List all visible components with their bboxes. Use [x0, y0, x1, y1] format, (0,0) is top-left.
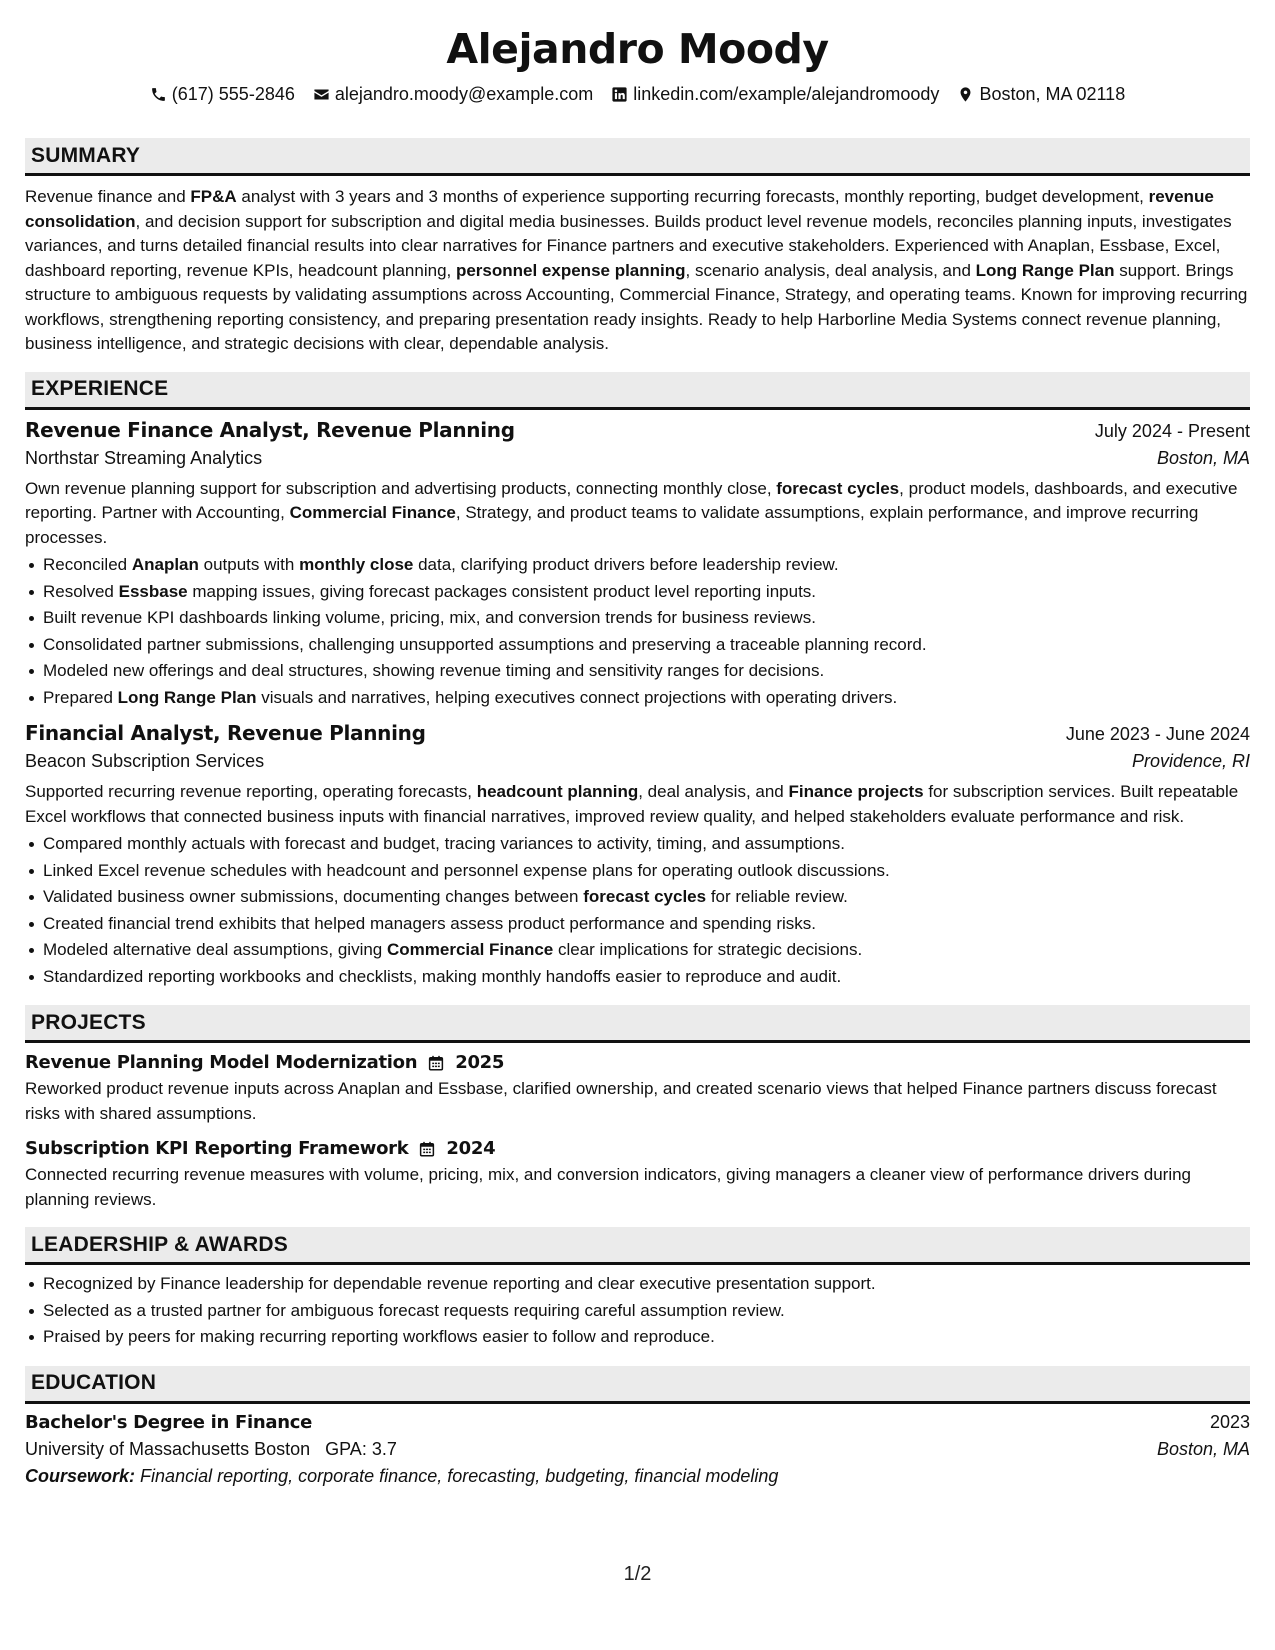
page-number: 1/2	[623, 1563, 652, 1585]
text-run: , product models, dashboards, and executive reporting. Partner with Accounting,	[25, 478, 1238, 522]
text-run: Created financial trend exhibits that helped managers assess product performance and spending risks.	[43, 913, 816, 933]
job-entry	[25, 721, 1250, 990]
linkedin-icon	[611, 86, 628, 103]
text-run: Modeled new offerings and deal structures, showing revenue timing and sensitivity ranges for decisions.	[43, 661, 825, 680]
project-entry	[25, 1052, 1250, 1126]
envelope-icon	[313, 86, 330, 103]
contact-linkedin[interactable]	[611, 83, 939, 105]
list-item	[25, 884, 1250, 911]
school-location: Boston, MA	[1156, 1438, 1250, 1459]
text-run: visuals and narratives, helping executives connect projections with operating drivers.	[256, 687, 898, 707]
contact-location	[957, 83, 1125, 105]
list-item	[25, 658, 1250, 685]
job-title: Revenue Finance Analyst, Revenue Planning	[25, 417, 515, 442]
text-run: , scenario analysis, deal analysis, and	[685, 260, 976, 280]
text-run: , Strategy, and product teams to validate assumptions, explain performance, and improve recurring processes.	[25, 503, 1199, 547]
bold-term: headcount planning	[476, 782, 639, 801]
job-subheader	[25, 448, 1250, 469]
text-run: outputs with	[198, 555, 300, 574]
bold-term: personnel expense planning	[455, 260, 686, 280]
list-item	[25, 937, 1250, 964]
coursework-label: Coursework:	[25, 1465, 136, 1486]
list-item: Recognized by Finance leadership for dependable revenue reporting and clear executive presentation support.	[25, 1271, 1250, 1298]
contact-phone	[150, 83, 295, 105]
list-item: Selected as a trusted partner for ambiguous forecast requests requiring careful assumption review.	[25, 1298, 1250, 1325]
job-bullets	[25, 552, 1250, 711]
education-subheader	[25, 1439, 1250, 1460]
bold-term: Anaplan	[131, 555, 199, 574]
location-text: Boston, MA 02118	[979, 84, 1126, 104]
job-company: Northstar Streaming Analytics	[25, 447, 263, 468]
school-gpa	[25, 1439, 397, 1460]
job-header	[25, 721, 1250, 745]
project-title: Subscription KPI Reporting Framework	[25, 1138, 409, 1159]
degree-title: Bachelor's Degree in Finance	[25, 1411, 313, 1433]
text-run: , deal analysis, and	[638, 782, 789, 801]
list-item	[25, 685, 1250, 712]
experience-heading: EXPERIENCE	[25, 372, 1250, 410]
list-item	[25, 964, 1250, 991]
coursework-text: Financial reporting, corporate finance, forecasting, budgeting, financial modeling	[140, 1465, 779, 1486]
contact-bar	[25, 83, 1250, 105]
project-description: Connected recurring revenue measures with volume, pricing, mix, and conversion indicators, giving managers a cleaner view of performance drivers during planning reviews.	[25, 1165, 1192, 1209]
list-item	[25, 831, 1250, 858]
email-link[interactable]: alejandro.moody@example.com	[334, 84, 594, 104]
bold-term: forecast cycles	[776, 478, 900, 498]
text-run: Standardized reporting workbooks and checklists, making monthly handoffs easier to reproduce and audit.	[43, 966, 842, 986]
list-item	[25, 605, 1250, 632]
text-run: clear implications for strategic decisions.	[553, 940, 863, 959]
contact-email[interactable]	[313, 83, 593, 105]
leadership-heading: LEADERSHIP & AWARDS	[25, 1227, 1250, 1265]
bold-term: Commercial Finance	[289, 503, 456, 522]
job-title: Financial Analyst, Revenue Planning	[25, 721, 426, 745]
education-heading: EDUCATION	[25, 1366, 1250, 1404]
bold-term: revenue consolidation	[25, 187, 1214, 231]
list-item	[25, 911, 1250, 938]
project-title: Revenue Planning Model Modernization	[25, 1052, 418, 1073]
calendar-icon	[418, 1140, 436, 1158]
text-run: , and decision support for subscription and digital media businesses. Builds product level revenue models, reconciles planning inputs, investigates variances, and turns detailed financial results into clear narratives for Finance partners and executive stakeholders. Experienced with Anaplan, Essbase, Excel, dashboard reporting, revenue KPIs, headcount planning,	[25, 211, 1232, 280]
text-run: support. Brings structure to ambiguous requests by validating assumptions across Accounting, Commercial Finance, Strategy, and operating teams. Known for improving recurring workflows, strengthening reporting consistency, and preparing presentation ready insights. Ready to help Harborline Media Systems connect revenue planning, business intelligence, and strategic decisions with clear, dependable analysis.	[25, 260, 1248, 353]
list-item: Praised by peers for making recurring reporting workflows easier to follow and reproduce.	[25, 1324, 1250, 1351]
list-item	[25, 632, 1250, 659]
text-run: data, clarifying product drivers before leadership review.	[413, 555, 839, 574]
project-header	[25, 1052, 1250, 1073]
text-run: for reliable review.	[706, 887, 848, 906]
calendar-icon	[427, 1054, 445, 1072]
text-run: Modeled alternative deal assumptions, giving	[43, 940, 387, 959]
job-bullets	[25, 831, 1250, 990]
text-run: analyst with 3 years and 3 months of experience supporting recurring forecasts, monthly reporting, budget development,	[236, 187, 1149, 206]
text-run: Validated business owner submissions, documenting changes between	[43, 887, 584, 906]
job-dates: July 2024 - Present	[1094, 420, 1250, 441]
project-description: Reworked product revenue inputs across Anaplan and Essbase, clarified ownership, and created scenario views that helped Finance partners discuss forecast risks with shared assumptions.	[25, 1079, 1217, 1123]
linkedin-link[interactable]: linkedin.com/example/alejandromoody	[633, 84, 940, 104]
bold-term: Long Range Plan	[975, 260, 1115, 280]
gpa: GPA: 3.7	[325, 1438, 397, 1459]
project-entry	[25, 1138, 1250, 1212]
job-location: Providence, RI	[1131, 751, 1250, 771]
education-entry	[25, 1412, 1250, 1487]
bold-term: monthly close	[299, 555, 414, 574]
leadership-list	[25, 1271, 1250, 1351]
job-company: Beacon Subscription Services	[25, 751, 265, 771]
projects-heading: PROJECTS	[25, 1005, 1250, 1043]
list-item	[25, 552, 1250, 579]
project-year: 2024	[446, 1138, 496, 1159]
bold-term: Essbase	[118, 581, 188, 601]
text-run: Linked Excel revenue schedules with headcount and personnel expense plans for operating outlook discussions.	[43, 860, 890, 880]
job-description	[25, 477, 1250, 551]
job-subheader	[25, 751, 1250, 772]
school-name: University of Massachusetts Boston	[25, 1438, 311, 1459]
candidate-name: Alejandro Moody	[446, 25, 829, 73]
phone-icon	[150, 86, 167, 103]
graduation-year: 2023	[1209, 1411, 1250, 1432]
text-run: Own revenue planning support for subscription and advertising products, connecting monthly close,	[25, 478, 777, 498]
job-header	[25, 418, 1250, 442]
bold-term: Long Range Plan	[117, 687, 257, 707]
summary-text	[25, 185, 1250, 357]
bold-term: forecast cycles	[583, 887, 707, 906]
resume-page	[25, 0, 1250, 1487]
summary-heading: SUMMARY	[25, 138, 1250, 176]
list-item	[25, 858, 1250, 885]
bold-term: Commercial Finance	[386, 940, 554, 959]
text-run: Consolidated partner submissions, challenging unsupported assumptions and preserving a traceable planning record.	[43, 634, 927, 654]
text-run: Supported recurring revenue reporting, operating forecasts,	[25, 782, 477, 801]
job-dates: June 2023 - June 2024	[1065, 724, 1250, 744]
job-entry	[25, 418, 1250, 712]
coursework	[25, 1466, 1250, 1487]
text-run: mapping issues, giving forecast packages consistent product level reporting inputs.	[187, 581, 817, 601]
text-run: Resolved	[43, 581, 119, 601]
text-run: Prepared	[43, 687, 118, 707]
bold-term: FP&A	[190, 187, 237, 206]
project-header	[25, 1138, 1250, 1159]
job-location: Boston, MA	[1156, 447, 1250, 468]
education-header	[25, 1412, 1250, 1433]
job-description	[25, 780, 1250, 829]
list-item	[25, 579, 1250, 606]
bold-term: Finance projects	[788, 782, 924, 801]
text-run: Reconciled	[43, 555, 132, 574]
phone-text: (617) 555-2846	[171, 84, 295, 104]
text-run: Compared monthly actuals with forecast and budget, tracing variances to activity, timing, and assumptions.	[43, 834, 845, 853]
text-run: Built revenue KPI dashboards linking volume, pricing, mix, and conversion trends for business reviews.	[43, 608, 816, 627]
text-run: Revenue finance and	[25, 187, 191, 206]
map-pin-icon	[957, 86, 974, 103]
project-year: 2025	[455, 1052, 505, 1073]
text-run: for subscription services. Built repeatable Excel workflows that connected business inputs with financial narratives, improved review quality, and helped stakeholders evaluate performance and risk.	[25, 782, 1239, 826]
